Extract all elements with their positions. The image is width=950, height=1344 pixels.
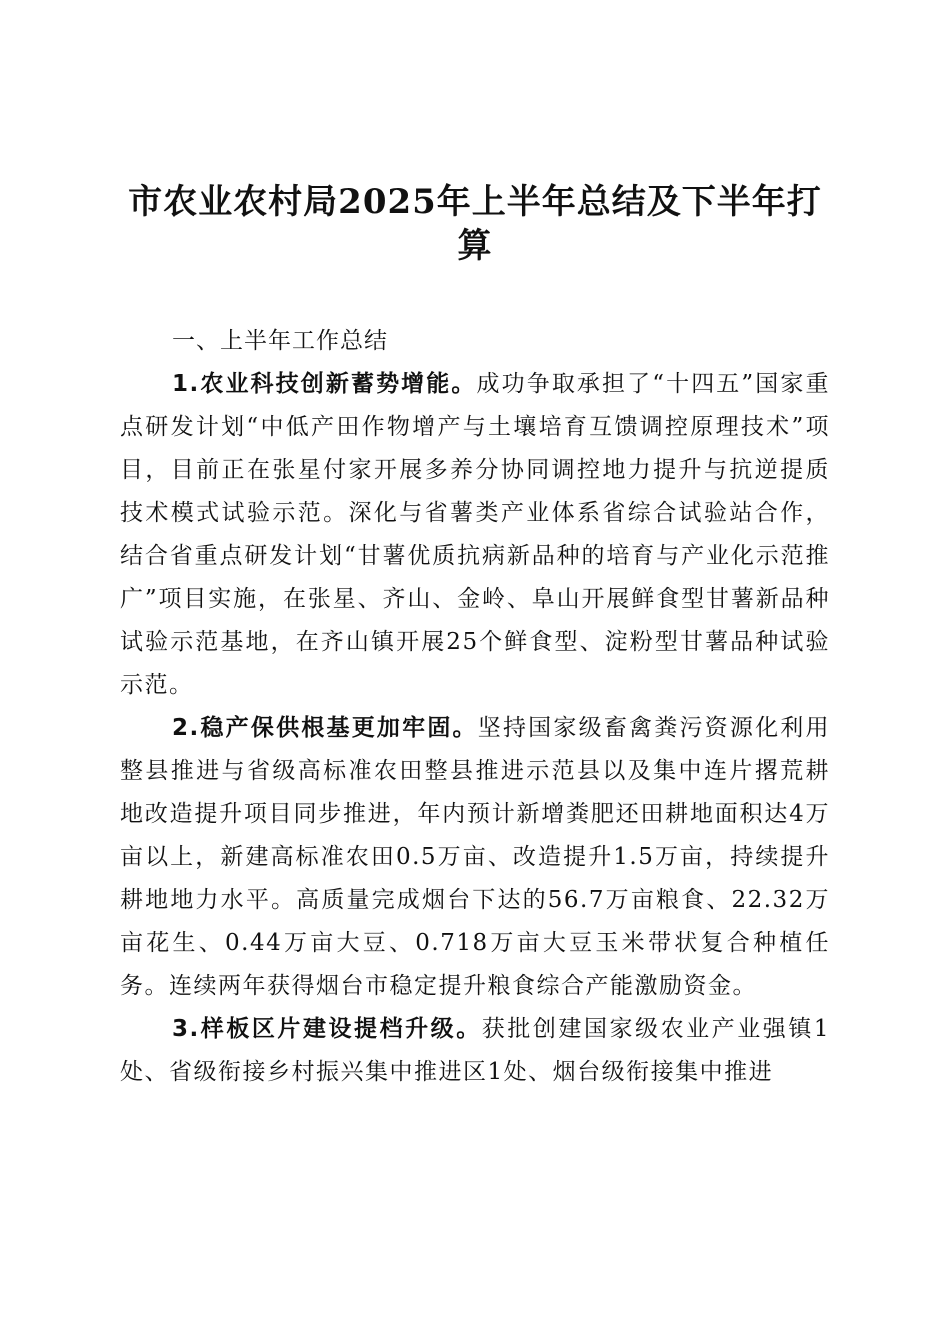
document-title: 市农业农村局2025年上半年总结及下半年打算	[128, 182, 822, 266]
paragraph-lead: 1.农业科技创新蓄势增能。	[172, 371, 477, 397]
paragraph-text: 成功争取承担了“十四五”国家重点研发计划“中低产田作物增产与土壤培育互馈调控原理技术”项目，目前正在张星付家开展多养分协同调控地力提升与抗逆提质技术模式试验示范。深化与省薯类产业体系省综合试验站合作，结合省重点研发计划“甘薯优质抗病新品种的培育与产业化示范推广”项目实施，在张星、齐山、金岭、阜山开展鲜食型甘薯新品种试验示范基地，在齐山镇开展25个鲜食型、淀粉型甘薯品种试验示范。	[120, 371, 830, 698]
paragraph-lead: 2.稳产保供根基更加牢固。	[172, 715, 478, 741]
section-heading: 一、上半年工作总结	[172, 328, 388, 354]
document-body	[120, 320, 830, 1094]
paragraph-lead: 3.样板区片建设提档升级。	[172, 1016, 482, 1042]
paragraph-text: 坚持国家级畜禽粪污资源化利用整县推进与省级高标准农田整县推进示范县以及集中连片撂荒耕地改造提升项目同步推进，年内预计新增粪肥还田耕地面积达4万亩以上，新建高标准农田0.5万亩、改造提升1.5万亩，持续提升耕地地力水平。高质量完成烟台下达的56.7万亩粮食、22.32万亩花生、0.44万亩大豆、0.718万亩大豆玉米带状复合种植任务。连续两年获得烟台市稳定提升粮食综合产能激励资金。	[120, 715, 830, 999]
paragraph-text: 获批创建国家级农业产业强镇1处、省级衔接乡村振兴集中推进区1处、烟台级衔接集中推进	[120, 1016, 830, 1085]
paragraph-tech-innovation	[120, 363, 830, 707]
paragraph-demo-zones	[120, 1008, 830, 1094]
paragraph-stable-supply	[120, 707, 830, 1008]
